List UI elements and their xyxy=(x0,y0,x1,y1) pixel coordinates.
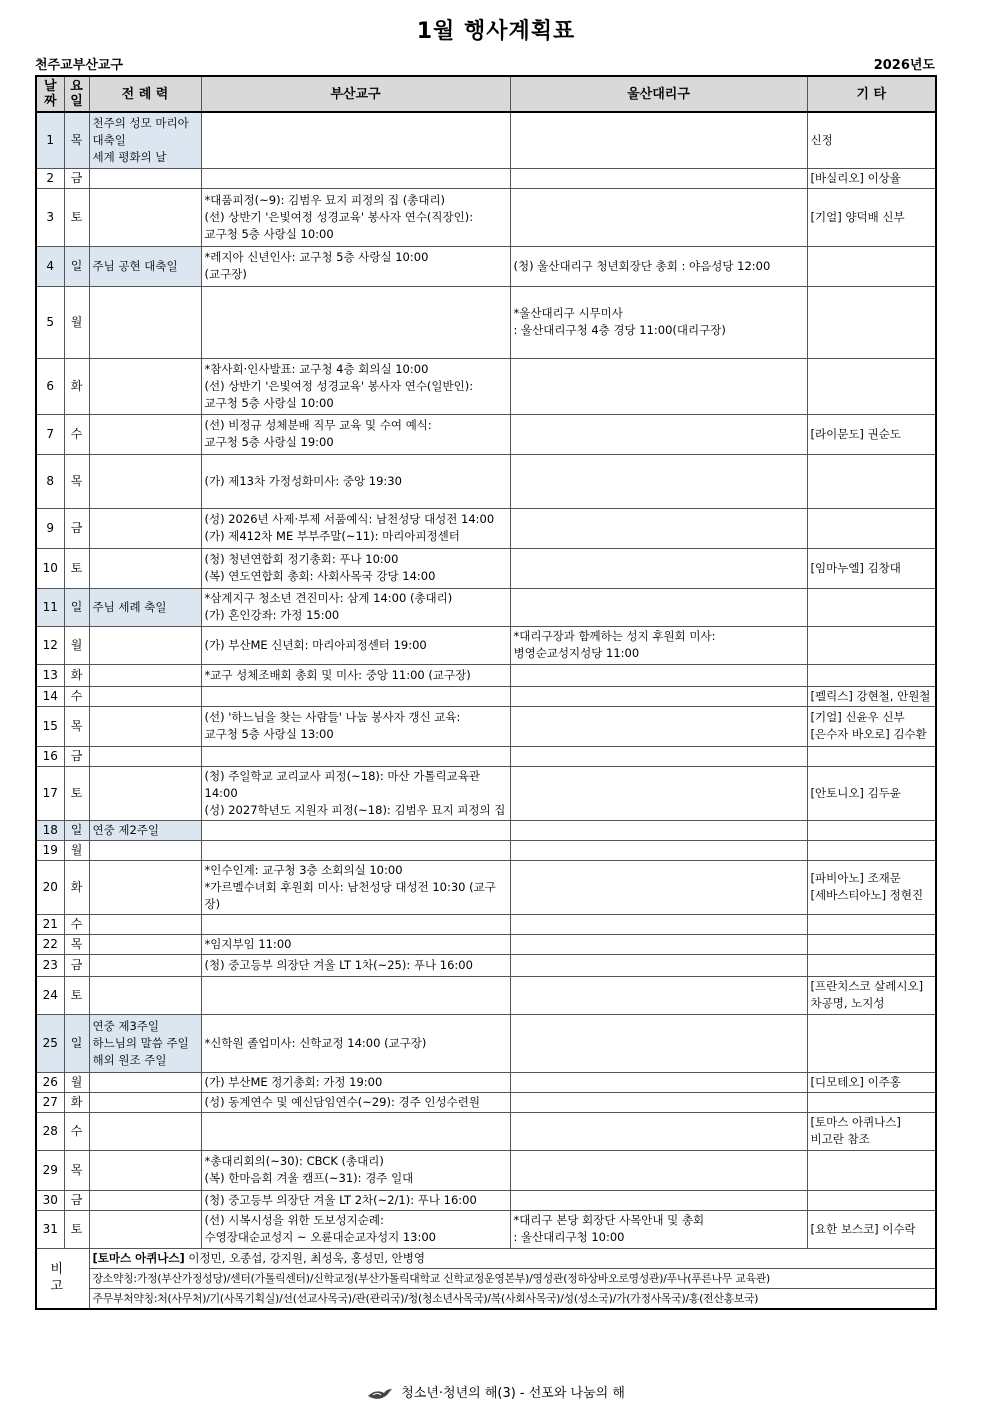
table-row xyxy=(36,286,936,358)
header-ulsan: 울산대리구 xyxy=(510,76,807,112)
day-cell: 2 xyxy=(36,168,64,188)
busan-cell: (청) 주일학교 교리교사 피정(~18): 마산 가톨릭교육관 14:00 (성) 2027학년도 지원자 피정(~18): 김범우 묘지 피정의 집 xyxy=(201,766,510,820)
liturgy-cell xyxy=(89,976,201,1014)
busan-cell xyxy=(201,914,510,934)
liturgy-cell xyxy=(89,358,201,414)
etc-cell xyxy=(807,1150,936,1190)
busan-cell: (선) 비정규 성체분배 직무 교육 및 수여 예식: 교구청 5층 사랑실 19:00 xyxy=(201,414,510,454)
day-cell: 18 xyxy=(36,820,64,840)
busan-cell: (청) 중고등부 의장단 겨울 LT 2차(~2/1): 푸나 16:00 xyxy=(201,1190,510,1210)
day-cell: 30 xyxy=(36,1190,64,1210)
table-row xyxy=(36,548,936,588)
day-cell: 28 xyxy=(36,1112,64,1150)
weekday-cell: 목 xyxy=(64,1150,89,1190)
table-row xyxy=(36,706,936,746)
etc-cell: [임마누엘] 김창대 xyxy=(807,548,936,588)
weekday-cell: 토 xyxy=(64,1210,89,1248)
day-cell: 6 xyxy=(36,358,64,414)
ulsan-cell xyxy=(510,1150,807,1190)
etc-cell xyxy=(807,914,936,934)
ulsan-cell xyxy=(510,1014,807,1072)
ulsan-cell xyxy=(510,1072,807,1092)
weekday-cell: 월 xyxy=(64,840,89,860)
liturgy-cell xyxy=(89,1210,201,1248)
liturgy-cell xyxy=(89,1092,201,1112)
etc-cell: [요한 보스코] 이수락 xyxy=(807,1210,936,1248)
table-row xyxy=(36,840,936,860)
table-row xyxy=(36,168,936,188)
busan-cell: (청) 청년연합회 정기총회: 푸나 10:00 (복) 연도연합회 총회: 사회사목국 강당 14:00 xyxy=(201,548,510,588)
etc-cell xyxy=(807,454,936,508)
header-weekday: 요 일 xyxy=(64,76,89,112)
dove-logo-icon xyxy=(367,1387,393,1401)
day-cell: 23 xyxy=(36,954,64,976)
ulsan-cell xyxy=(510,168,807,188)
weekday-cell: 목 xyxy=(64,706,89,746)
day-cell: 12 xyxy=(36,626,64,664)
liturgy-cell xyxy=(89,746,201,766)
table-row xyxy=(36,1210,936,1248)
day-cell: 4 xyxy=(36,246,64,286)
table-row xyxy=(36,664,936,686)
weekday-cell: 금 xyxy=(64,954,89,976)
ulsan-cell xyxy=(510,934,807,954)
weekday-cell: 금 xyxy=(64,746,89,766)
ulsan-cell xyxy=(510,454,807,508)
day-cell: 3 xyxy=(36,188,64,246)
busan-cell: *참사회·인사발표: 교구청 4층 회의실 10:00 (선) 상반기 '은빛여정 성경교육' 봉사자 연수(일반인): 교구청 5층 사랑실 10:00 xyxy=(201,358,510,414)
ulsan-cell xyxy=(510,508,807,548)
etc-cell xyxy=(807,286,936,358)
day-cell: 13 xyxy=(36,664,64,686)
weekday-cell: 금 xyxy=(64,1190,89,1210)
liturgy-cell xyxy=(89,1190,201,1210)
ulsan-cell xyxy=(510,1092,807,1112)
ulsan-cell xyxy=(510,112,807,168)
table-row xyxy=(36,976,936,1014)
schedule-table xyxy=(35,75,937,1310)
liturgy-cell xyxy=(89,508,201,548)
day-cell: 16 xyxy=(36,746,64,766)
header-row xyxy=(36,76,936,112)
busan-cell: (가) 제13차 가정성화미사: 중앙 19:30 xyxy=(201,454,510,508)
day-cell: 14 xyxy=(36,686,64,706)
etc-cell: [안토니오] 김두윤 xyxy=(807,766,936,820)
weekday-cell: 월 xyxy=(64,286,89,358)
ulsan-cell xyxy=(510,766,807,820)
busan-cell: *대품피정(~9): 김범우 묘지 피정의 집 (총대리) (선) 상반기 '은빛여정 성경교육' 봉사자 연수(직장인): 교구청 5층 사랑실 10:00 xyxy=(201,188,510,246)
liturgy-cell: 연중 제3주일 하느님의 말씀 주일 해외 원조 주일 xyxy=(89,1014,201,1072)
day-cell: 11 xyxy=(36,588,64,626)
busan-cell: *레지아 신년인사: 교구청 5층 사랑실 10:00 (교구장) xyxy=(201,246,510,286)
notes-row xyxy=(36,1288,936,1309)
busan-cell: (선) 시복시성을 위한 도보성지순례: 수영장대순교성지 ~ 오륜대순교자성지 13:00 xyxy=(201,1210,510,1248)
table-row xyxy=(36,1014,936,1072)
day-cell: 25 xyxy=(36,1014,64,1072)
busan-cell xyxy=(201,112,510,168)
notes-place-abbr: 장소약칭:가정(부산가정성당)/센터(가톨릭센터)/신학교정(부산가톨릭대학교 신학교정운영본부)/영성관(정하상바오로영성관)/푸나(푸른나무 교육관) xyxy=(89,1268,936,1288)
ulsan-cell: *대리구장과 함께하는 성지 후원회 미사: 병영순교성지성당 11:00 xyxy=(510,626,807,664)
weekday-cell: 화 xyxy=(64,860,89,914)
weekday-cell: 금 xyxy=(64,508,89,548)
busan-cell xyxy=(201,686,510,706)
day-cell: 22 xyxy=(36,934,64,954)
day-cell: 24 xyxy=(36,976,64,1014)
busan-cell: (청) 중고등부 의장단 겨울 LT 1차(~25): 푸나 16:00 xyxy=(201,954,510,976)
table-row xyxy=(36,1092,936,1112)
table-row xyxy=(36,626,936,664)
busan-cell: *임지부임 11:00 xyxy=(201,934,510,954)
etc-cell xyxy=(807,1092,936,1112)
weekday-cell: 일 xyxy=(64,1014,89,1072)
ulsan-cell: *울산대리구 시무미사 : 울산대리구청 4층 경당 11:00(대리구장) xyxy=(510,286,807,358)
liturgy-cell xyxy=(89,454,201,508)
notes-names: 이정민, 오종섭, 강지원, 최성욱, 홍성민, 안병영 xyxy=(184,1250,425,1265)
liturgy-cell: 주님 세례 축일 xyxy=(89,588,201,626)
etc-cell xyxy=(807,1190,936,1210)
liturgy-cell xyxy=(89,286,201,358)
header-busan: 부산교구 xyxy=(201,76,510,112)
weekday-cell: 수 xyxy=(64,686,89,706)
ulsan-cell xyxy=(510,746,807,766)
liturgy-cell xyxy=(89,1072,201,1092)
busan-cell: *교구 성체조배회 총회 및 미사: 중앙 11:00 (교구장) xyxy=(201,664,510,686)
notes-row xyxy=(36,1268,936,1288)
weekday-cell: 월 xyxy=(64,626,89,664)
table-row xyxy=(36,860,936,914)
day-cell: 10 xyxy=(36,548,64,588)
busan-cell xyxy=(201,1112,510,1150)
liturgy-cell xyxy=(89,860,201,914)
notes-name-bold: [토마스 아퀴나스] xyxy=(92,1250,185,1265)
notes-dept-abbr: 주무부처약칭:처(사무처)/기(사목기획실)/선(선교사목국)/관(관리국)/청(청소년사목국)/복(사회사목국)/성(성소국)/가(가정사목국)/홍(전산홍보국) xyxy=(89,1288,936,1309)
etc-cell: [라이문도] 권순도 xyxy=(807,414,936,454)
table-row xyxy=(36,914,936,934)
liturgy-cell xyxy=(89,934,201,954)
liturgy-cell xyxy=(89,686,201,706)
busan-cell: *인수인계: 교구청 3층 소회의실 10:00 *가르멜수녀회 후원회 미사: 남천성당 대성전 10:30 (교구장) xyxy=(201,860,510,914)
footer-slogan: 청소년·청년의 해(3) - 선포와 나눔의 해 xyxy=(401,1386,625,1401)
ulsan-cell xyxy=(510,548,807,588)
organization-name: 천주교부산교구 xyxy=(35,58,123,73)
footer xyxy=(0,1382,992,1401)
etc-cell: [파비아노] 조재문 [세바스티아노] 정현진 xyxy=(807,860,936,914)
year-label: 2026년도 xyxy=(873,58,935,73)
weekday-cell: 금 xyxy=(64,168,89,188)
day-cell: 19 xyxy=(36,840,64,860)
table-row xyxy=(36,746,936,766)
weekday-cell: 수 xyxy=(64,414,89,454)
liturgy-cell xyxy=(89,414,201,454)
weekday-cell: 토 xyxy=(64,188,89,246)
page-title: 1월 행사계획표 xyxy=(416,19,576,44)
ulsan-cell xyxy=(510,1112,807,1150)
weekday-cell: 일 xyxy=(64,588,89,626)
etc-cell: [기얼] 양덕배 신부 xyxy=(807,188,936,246)
liturgy-cell xyxy=(89,840,201,860)
header-etc: 기 타 xyxy=(807,76,936,112)
etc-cell: [프란치스코 살레시오] 차공명, 노지성 xyxy=(807,976,936,1014)
table-row xyxy=(36,1112,936,1150)
liturgy-cell xyxy=(89,188,201,246)
table-row xyxy=(36,188,936,246)
busan-cell: (선) '하느님을 찾는 사람들' 나눔 봉사자 갱신 교육: 교구청 5층 사랑실 13:00 xyxy=(201,706,510,746)
ulsan-cell: (청) 울산대리구 청년회장단 총회 : 야음성당 12:00 xyxy=(510,246,807,286)
notes-row xyxy=(36,1248,936,1268)
busan-cell: (성) 2026년 사제·부제 서품예식: 남천성당 대성전 14:00 (가) 제412차 ME 부부주말(~11): 마리아피정센터 xyxy=(201,508,510,548)
etc-cell: [바실리오] 이상율 xyxy=(807,168,936,188)
ulsan-cell xyxy=(510,954,807,976)
etc-cell xyxy=(807,626,936,664)
etc-cell: [기얼] 신윤우 신부 [은수자 바오로] 김수환 xyxy=(807,706,936,746)
ulsan-cell xyxy=(510,588,807,626)
weekday-cell: 일 xyxy=(64,820,89,840)
table-row xyxy=(36,414,936,454)
ulsan-cell xyxy=(510,820,807,840)
weekday-cell: 목 xyxy=(64,934,89,954)
table-row xyxy=(36,454,936,508)
etc-cell xyxy=(807,746,936,766)
liturgy-cell xyxy=(89,1150,201,1190)
notes-line-1 xyxy=(89,1248,936,1268)
busan-cell: (가) 부산ME 정기총회: 가정 19:00 xyxy=(201,1072,510,1092)
ulsan-cell xyxy=(510,860,807,914)
day-cell: 9 xyxy=(36,508,64,548)
liturgy-cell xyxy=(89,548,201,588)
notes-section xyxy=(36,1248,936,1309)
weekday-cell: 수 xyxy=(64,1112,89,1150)
weekday-cell: 수 xyxy=(64,914,89,934)
ulsan-cell xyxy=(510,706,807,746)
day-cell: 27 xyxy=(36,1092,64,1112)
etc-cell xyxy=(807,820,936,840)
header-liturgy: 전 례 력 xyxy=(89,76,201,112)
weekday-cell: 목 xyxy=(64,454,89,508)
table-row xyxy=(36,934,936,954)
etc-cell xyxy=(807,358,936,414)
liturgy-cell: 천주의 성모 마리아 대축일 세계 평화의 날 xyxy=(89,112,201,168)
notes-label: 비 고 xyxy=(36,1248,89,1309)
weekday-cell: 화 xyxy=(64,664,89,686)
busan-cell xyxy=(201,746,510,766)
table-row xyxy=(36,686,936,706)
weekday-cell: 토 xyxy=(64,976,89,1014)
liturgy-cell xyxy=(89,954,201,976)
table-row xyxy=(36,1072,936,1092)
etc-cell: [펠릭스] 강현철, 안원철 xyxy=(807,686,936,706)
etc-cell xyxy=(807,840,936,860)
ulsan-cell: *대리구 본당 회장단 사목안내 및 총회 : 울산대리구청 10:00 xyxy=(510,1210,807,1248)
etc-cell xyxy=(807,934,936,954)
busan-cell: (성) 동계연수 및 예신담임연수(~29): 경주 인성수련원 xyxy=(201,1092,510,1112)
etc-cell: [토마스 아퀴나스] 비고란 참조 xyxy=(807,1112,936,1150)
day-cell: 17 xyxy=(36,766,64,820)
busan-cell xyxy=(201,286,510,358)
table-row xyxy=(36,1150,936,1190)
busan-cell: *삼계지구 청소년 견진미사: 삼계 14:00 (총대리) (가) 혼인강좌: 가정 15:00 xyxy=(201,588,510,626)
weekday-cell: 토 xyxy=(64,766,89,820)
etc-cell xyxy=(807,954,936,976)
ulsan-cell xyxy=(510,414,807,454)
liturgy-cell: 주님 공현 대축일 xyxy=(89,246,201,286)
ulsan-cell xyxy=(510,358,807,414)
liturgy-cell xyxy=(89,914,201,934)
ulsan-cell xyxy=(510,686,807,706)
day-cell: 8 xyxy=(36,454,64,508)
etc-cell xyxy=(807,1014,936,1072)
busan-cell xyxy=(201,168,510,188)
weekday-cell: 화 xyxy=(64,358,89,414)
etc-cell: [디모테오] 이주홍 xyxy=(807,1072,936,1092)
header-day: 날 짜 xyxy=(36,76,64,112)
liturgy-cell xyxy=(89,766,201,820)
weekday-cell: 일 xyxy=(64,246,89,286)
day-cell: 7 xyxy=(36,414,64,454)
liturgy-cell xyxy=(89,626,201,664)
busan-cell: *신학원 졸업미사: 신학교정 14:00 (교구장) xyxy=(201,1014,510,1072)
weekday-cell: 월 xyxy=(64,1072,89,1092)
ulsan-cell xyxy=(510,914,807,934)
day-cell: 21 xyxy=(36,914,64,934)
weekday-cell: 화 xyxy=(64,1092,89,1112)
day-cell: 31 xyxy=(36,1210,64,1248)
day-cell: 1 xyxy=(36,112,64,168)
busan-cell xyxy=(201,840,510,860)
table-row xyxy=(36,820,936,840)
day-cell: 26 xyxy=(36,1072,64,1092)
table-row xyxy=(36,246,936,286)
day-cell: 20 xyxy=(36,860,64,914)
etc-cell: 신정 xyxy=(807,112,936,168)
liturgy-cell: 연중 제2주일 xyxy=(89,820,201,840)
schedule-body xyxy=(36,112,936,1248)
day-cell: 15 xyxy=(36,706,64,746)
weekday-cell: 목 xyxy=(64,112,89,168)
etc-cell xyxy=(807,588,936,626)
busan-cell: *총대리회의(~30): CBCK (총대리) (복) 한마음회 겨울 캠프(~31): 경주 일대 xyxy=(201,1150,510,1190)
etc-cell xyxy=(807,508,936,548)
busan-cell xyxy=(201,976,510,1014)
ulsan-cell xyxy=(510,976,807,1014)
table-row xyxy=(36,766,936,820)
table-row xyxy=(36,508,936,548)
etc-cell xyxy=(807,664,936,686)
liturgy-cell xyxy=(89,664,201,686)
busan-cell: (가) 부산ME 신년회: 마리아피정센터 19:00 xyxy=(201,626,510,664)
liturgy-cell xyxy=(89,1112,201,1150)
ulsan-cell xyxy=(510,664,807,686)
table-row xyxy=(36,588,936,626)
ulsan-cell xyxy=(510,188,807,246)
ulsan-cell xyxy=(510,840,807,860)
busan-cell xyxy=(201,820,510,840)
ulsan-cell xyxy=(510,1190,807,1210)
liturgy-cell xyxy=(89,706,201,746)
weekday-cell: 토 xyxy=(64,548,89,588)
liturgy-cell xyxy=(89,168,201,188)
table-row xyxy=(36,112,936,168)
day-cell: 29 xyxy=(36,1150,64,1190)
table-row xyxy=(36,358,936,414)
day-cell: 5 xyxy=(36,286,64,358)
table-row xyxy=(36,954,936,976)
etc-cell xyxy=(807,246,936,286)
table-row xyxy=(36,1190,936,1210)
